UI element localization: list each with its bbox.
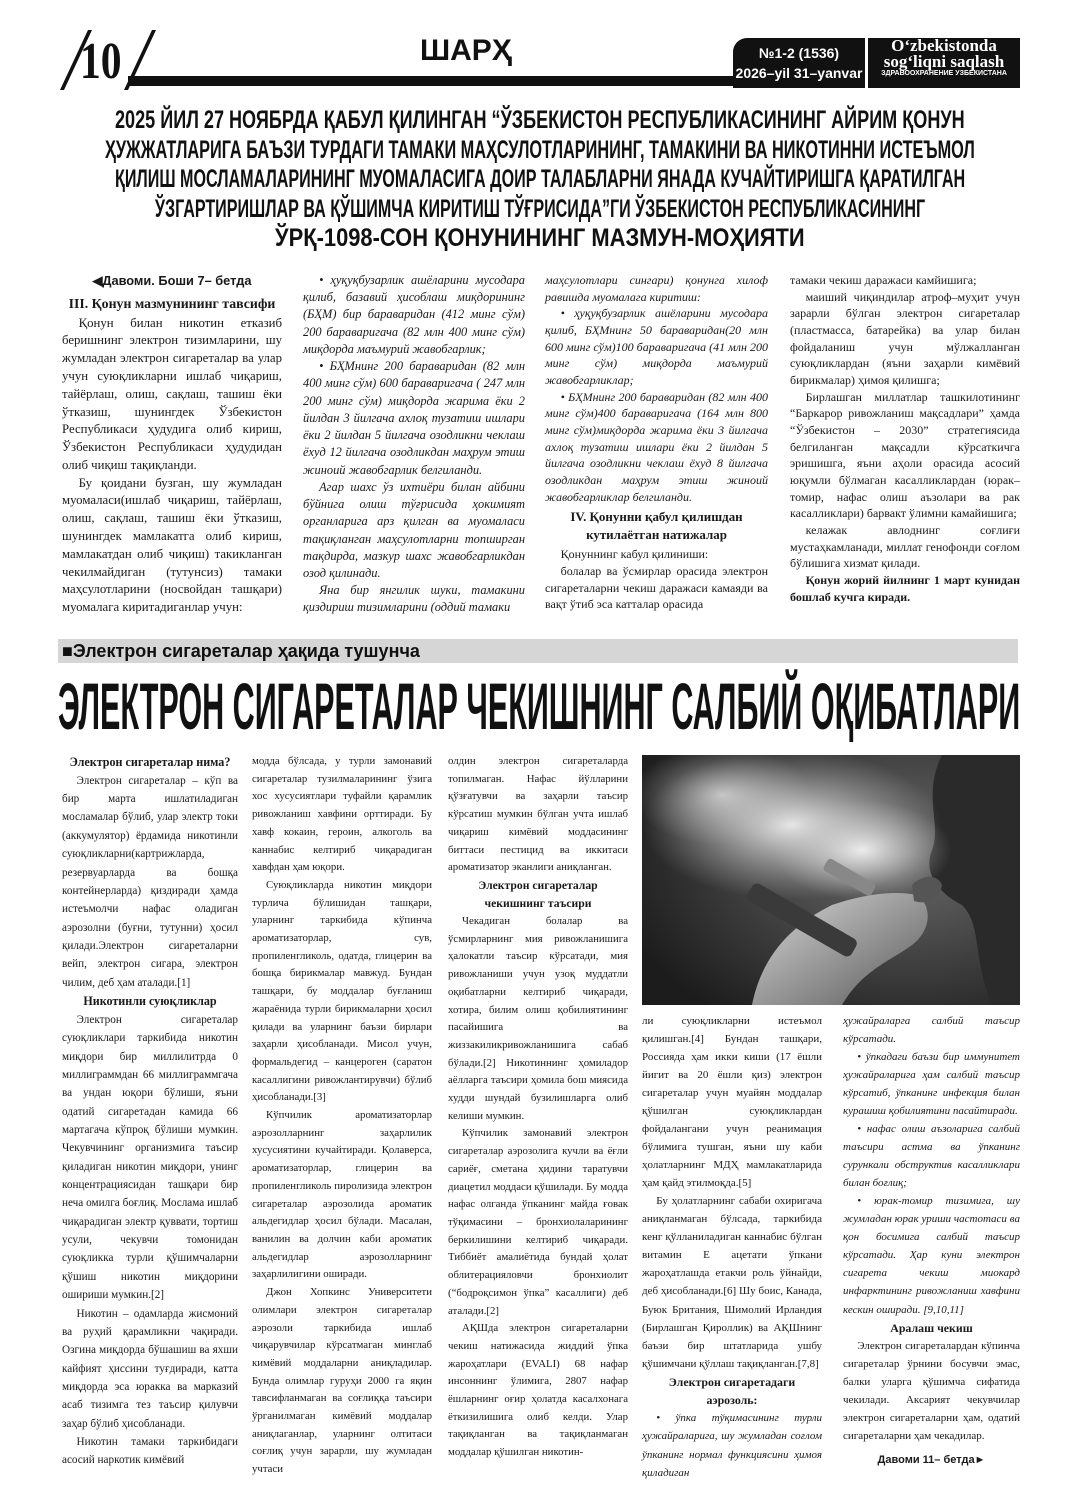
masthead-line2: sog‘liqni saqlash xyxy=(883,52,1005,71)
paragraph: • юрак-томир тизимига, шу жумладан юрак уриши частотаси ва қон босимига салбий таъсир кўрсатади. Ҳар куни электрон сигарета чекиш миокард инфарктининг ривожланиш хавфини кескин оширади. [9,10,11] xyxy=(843,1195,1020,1316)
title-line: ЎЗГАРТИРИШЛАР ВА ҚЎШИМЧА КИРИТИШ ТЎҒРИСИДА”ГИ ЎЗБЕКИСТОН РЕСПУБЛИКАСИНИНГ xyxy=(155,194,926,223)
article-column xyxy=(642,1012,822,1482)
article-column xyxy=(62,753,238,1470)
article-column xyxy=(843,1012,1020,1469)
paragraph: • ўпкадаги баъзи бир иммунитет ҳужайраларига ҳам салбий таъсир кўрсатиб, ўпканинг инфекция билан курашиш қобилиятини пасайтиради. xyxy=(843,1051,1020,1118)
paragraph: АҚШда электрон сигареталарни чекиш натижасида жиддий ўпка жароҳатлари (EVALI) 68 нафар инсоннинг ўлимига, 2807 нафар ёшларнинг оғир ҳолатда касалхонага ёткизилишига олиб келди. Улар тақиқланган ва тақиқланмаган моддалар қўшилган никотин- xyxy=(448,1322,628,1459)
subheading: Электрон сигареталар чекишнинг таъсири xyxy=(478,878,598,910)
title-line: ҚИЛИШ МОСЛАМАЛАРИНИНГ МУОМАЛАСИГА ДОИР ТАЛАБЛАРНИ ЯНАДА КУЧАЙТИРИШГА ҚАРАТИЛГАН xyxy=(115,165,966,193)
paragraph: Кўпчилик замонавий электрон сигареталар аэрозолига кучли ва ёғли сариёғ, сметана ҳидини таратувчи диацетил моддаси қўшилади. Бу модда нафас олганда ўпканинг майда ғовак тўқимасини – бронхиолаларининг беркилишини келтириб чиқаради. Тиббиёт амалиётида бундай ҳолат облитерацияловчи бронхиолит (“бодроқсимон ўпка” касаллиги) деб аталади.[2] xyxy=(448,1127,628,1317)
subheading: Электрон сигаретадаги аэрозоль: xyxy=(668,1374,796,1408)
article-title xyxy=(60,106,1020,254)
paragraph: • ҳуқуқбузарлик ашёларини мусодара қилиб, БҲМнинг 50 бараваридан(20 млн 600 минг сўм)100 бараваригача (41 млн 200 минг сўм) миқдорда маъмурий жавобгарликлар; xyxy=(545,306,768,388)
paragraph: • нафас олиш аъзоларига салбий таъсири астма ва ўпканинг сурункали обструктив касалликлари билан боғлиқ; xyxy=(843,1123,1020,1190)
continuation-note: ◀Давоми. Боши 7– бетда xyxy=(92,273,252,288)
paragraph: маиший чиқиндилар атроф–муҳит учун зарарли бўлган электрон сигареталар (пластмасса, батарейка) ва улар билан фойдаланиш учун мўлжалланган суюқликлардан (яъни заҳарли кимёвий бирикмалар) ҳимоя қилишга; xyxy=(790,289,1020,388)
subheading: Никотинли суюқликлар xyxy=(83,994,217,1009)
paragraph: Суюқликларда никотин миқдори турлича бўлишидан ташқари, уларнинг таркибида кўпинча ароматизаторлар, сув, пропиленгликоль, одатда, глицерин ва бошқа бирикмалар мавжуд. Бундан ташқари, бу моддалар буғланиш жараёнида турли бирикмаларни ҳосил қилади ва уларнинг баъзи бирлари заҳарли ҳисобланади. Мисол учун, формальдегид – канцероген (саратон касаллигини ривожлантирувчи) бўлиб ҳисобланади.[3] xyxy=(252,878,432,1104)
headline xyxy=(58,668,1020,744)
paragraph: маҳсулотлари сингари) қонунга хилоф равишда муомалага киритиш: xyxy=(545,273,768,304)
paragraph: ли суюқликларни истеъмол қилишган.[4] Бундан ташқари, Россияда ҳам икки киши (17 ёшли йигит ва 20 ёшли қиз) электрон сигареталар учун муайян моддалар қўшилган суюқликлардан фойдалангани учун реанимация бўлимига тушган, яъни шу каби ҳолатларнинг МДҲ мамлакатларида ҳам қайд этилмоқда.[5] xyxy=(642,1015,822,1190)
subheading: III. Қонун мазмунининг тавсифи xyxy=(68,295,276,311)
article-column xyxy=(62,272,282,617)
subheading: Электрон сигареталар нима? xyxy=(69,755,231,769)
headline-text: ЭЛЕКТРОН СИГАРЕТАЛАР ЧЕКИШНИНГ САЛБИЙ ОҚИБАТЛАРИ xyxy=(58,669,1021,743)
title-line: ЎРҚ-1098-СОН ҚОНУНИНИНГ МАЗМУН-МОҲИЯТИ xyxy=(275,224,805,252)
article-column xyxy=(545,272,768,613)
paragraph: • ўпка тўқимасининг турли ҳужайраларига, шу жумладан соғлом ўпканинг нормал функциясини ҳимоя қиладиган xyxy=(642,1412,822,1479)
header-rule xyxy=(128,76,740,86)
paragraph: Кўпчилик ароматизаторлар аэрозолларнинг заҳарлилик хусусиятини кучайтиради. Қолаверса, ароматизаторлар, глицерин ва пропиленгликоль пиролизида электрон сигареталар аэрозолида ароматик альдегидлар ҳосил бўлади. Масалан, ванилин ва долчин каби ароматик альдегидлар аэрозолларнинг заҳарлилигини оширади. xyxy=(252,1109,432,1281)
paragraph: • ҳуқуқбузарлик ашёларини мусодара қилиб, базавий ҳисоблаш миқдорининг (БҲМ) бир бараваридан (412 минг сўм) 200 бараваригача (82 млн 400 минг сўм) миқдорда маъмурий жавобгарлик; xyxy=(303,273,525,356)
paragraph: Бу қоидани бузган, шу жумладан муомаласи(ишлаб чиқариш, тайёрлаш, олиш, сақлаш, ташиш ёки ўтказиш, шунингдек мамлакатга олиб кириш, мамлакатдан олиб чиқиш) такикланган чекилмайдиган (тутунсиз) тамаки маҳсулотларини (носвойдан ташқари) муомалага киритадиганлар учун: xyxy=(62,475,282,615)
section-name: ШАРҲ xyxy=(420,34,512,67)
paragraph: Электрон сигареталар – кўп ва бир марта ишлатиладиган мосламалар бўлиб, улар электр токи (аккумулятор) ёрдамида никотинли суюқликларни(картрижларда, резервуарларда ва бошқа контейнерларда) қиздиради ҳамда истеъмолчи нафас оладиган аэрозолни (буғни, тутунни) ҳосил қилади.Электрон сигареталарни вейп, электрон сигара, электрон чилим, деб ҳам аталади.[1] xyxy=(62,774,238,989)
paragraph: Чекадиган болалар ва ўсмирларнинг мия ривожланишига ҳалокатли таъсир кўрсатади, мия ривожланиши учун узоқ муддатли оқибатларни келтириб чиқаради, хотира, билим олиш қобилиятининг пасайишига ва жиззакиликривожланишига сабаб бўлади.[2] Никотиннинг ҳомиладор аёлларга таъсири ҳомила бош миясида худди шундай бузилишларга олиб келиши мумкин. xyxy=(448,915,628,1122)
masthead-logo xyxy=(868,38,1020,88)
paragraph: олдин электрон сигареталарда топилмаган. Нафас йўлларини қўзғатувчи ва заҳарли таъсир кўрсатиш мумкин бўлган учта ишлаб чиқариш кимёвий моддасининг биттаси пестицид ва иккитаси ароматизатор эканлиги аниқланган. xyxy=(448,755,628,874)
article-column xyxy=(448,753,628,1462)
paragraph: Бу ҳолатларнинг сабаби охиригача аниқланмаган бўлсада, таркибида кенг қўлланиладиган каннабис бўлган витамин Е ацетати ўпкани жароҳатлашда етакчи роль ўйнайди, деб ҳисобланади.[6] Шу боис, Канада, Буюк Британия, Шимолий Ирландия (Бирлашган Қироллик) ва АҚШнинг баъзи бир штатларида ушбу қўшимчани қўллаш тақиқланган.[7,8] xyxy=(642,1195,822,1370)
paragraph: тамаки чекиш даражаси камйишига; xyxy=(790,273,977,287)
issue-info xyxy=(733,38,865,88)
paragraph: Джон Хопкинс Университети олимлари электрон сигареталар аэрозоли таркибида ишлаб чиқарувчилар кўрсатмаган минглаб кимёвий моддаларни аниқладилар. Бунда олимлар гуруҳи 2000 га яқин тавсифланмаган ва соғлиққа таъсири ўрганилмаган кимёвий моддалар аниқлаганлар, уларнинг олтитаси соғлиқ учун зарарли, шу жумладан учтаси xyxy=(252,1286,432,1476)
continuation-note: Давоми 11– бетда► xyxy=(877,1454,986,1467)
paragraph: • БҲМнинг 200 бараваридан (82 млн 400 минг сўм)400 бараваригача (164 млн 800 минг сўм)миқдорда жарима ёки 3 йилгача ахлоқ тузатиш ишлари ёки 2 йилдан 5 йилгача озодликни чеклаш ёхуд 8 йилгача озодликдан маҳрум этиш жиноий жавобгарликлар белгиланди. xyxy=(545,389,768,504)
paragraph: Электрон сигареталар суюқликлари таркибида никотин миқдори бир миллилитрда 0 миллиграммдан 66 миллиграммгача ва ундан юқори бўлиши, яъни одатий сигаретадан камида 66 мартагача кўпроқ бўлиши мумкин. Чекувчининг организмига таъсир қиладиган никотин миқдори, унинг концентрациясидан ташқари бир неча омилга боғлиқ. Мослама ишлаб чиқарадиган электр қуввати, тортиш усули, чекувчи томонидан суюқликка турли қўшимчаларни қўшиш никотин миқдорини ошириши мумкин.[2] xyxy=(62,1013,238,1302)
paragraph: Бирлашган миллатлар ташкилотининг “Баркарор ривожланиш мақсадлари” ҳамда “Ўзбекистон – 2030” стратегиясида белгиланган мақсадли кўрсаткичга эришишга, яъни аҳоли орасида асосий юқумли бўлмаган касалликлардан (юрак–томир, нафас олиш аъзолари ва рак касалликлари) барвакт ўлимни камайишига; xyxy=(790,389,1020,521)
paragraph: келажак авлоднинг соғлиғи мустаҳкамланади, миллат генофонди соғлом бўлишига хизмат қилади. xyxy=(790,523,1020,571)
paragraph: болалар ва ўсмирлар орасида электрон сигареталарни чекиш даражаси камаяди ва вақт ўтиб эса катталар орасида xyxy=(545,563,768,612)
paragraph: ҳужайраларга салбий таъсир кўрсатади. xyxy=(843,1015,1020,1046)
title-line: 2025 ЙИЛ 27 НОЯБРДА ҚАБУЛ ҚИЛИНГАН “ЎЗБЕКИСТОН РЕСПУБЛИКАСИНИНГ АЙРИМ ҚОНУН xyxy=(115,106,965,134)
paragraph: Яна бир янгилик шуки, тамакини қиздириш тизимларини (оддий тамаки xyxy=(303,583,525,615)
paragraph: Қонун билан никотин етказиб беришнинг электрон тизимларини, шу жумладан электрон сигареталар ва улар учун суюқликларни ишлаб чиқариш, тайёрлаш, олиш, сақлаш, ташиш ёки ўтказиш, шунингдек Ўзбекистон Республикаси ҳудудига олиб кириш, Ўзбекистон Республикаси ҳудудидан олиб чиқиш тақиқланди. xyxy=(62,315,282,472)
page-number-text: 10 xyxy=(80,33,122,90)
issue-number: №1-2 (1536) xyxy=(758,45,840,61)
paragraph: модда бўлсада, у турли замонавий сигареталар тузилмаларининг ўзига хос хусусиятлари туфайли қарамлик ривожланиш хавфини орттиради. Бу хавф кокаин, героин, алкоголь ва каннабис келтириб чиқарадиган хавфдан ҳам юқори. xyxy=(252,755,432,874)
issue-date: 2026–yil 31–yanvar xyxy=(735,65,863,81)
rubric: ■Электрон сигареталар ҳақида тушунча xyxy=(62,641,420,661)
article-column xyxy=(790,272,1020,605)
paragraph: • БҲМнинг 200 бараваридан (82 млн 400 минг сўм) 600 бараваригача ( 247 млн 200 минг сўм) миқдорда жарима ёки 2 йилдан 3 йилгача ахлоқ тузатиш ишлари ёки 2 йилдан 5 йилгача озодликни чеклаш ёхуд 12 йилгача озодликдан маҳрум этиш жиноий жавобгарлик белгиланди. xyxy=(303,359,525,477)
vaping-photo xyxy=(642,755,1020,1005)
article-column xyxy=(252,753,432,1479)
paragraph: Никотин – одамларда жисмоний ва руҳий қарамликни чақиради. Озгина миқдорда бўшашиш ва яхши кайфият ҳиссини туғдиради, катта миқдорда эса юракка ва марказий асаб тизимга тез таъсир қилувчи заҳар бўлиб ҳисобланади. xyxy=(62,1307,238,1430)
masthead-line1: O‘zbekistonda xyxy=(891,36,997,55)
masthead-line3: ЗДРАВООХРАНЕНИЕ УЗБЕКИСТАНА xyxy=(881,70,1007,77)
subheading: IV. Қонунни қабул қилишдан кутилаётган натижалар xyxy=(570,509,743,543)
subheading: Аралаш чекиш xyxy=(890,1320,973,1335)
paragraph: Қонун жорий йилнинг 1 март кунидан бошлаб кучга киради. xyxy=(790,573,1020,604)
paragraph: Қонуннинг кабул қилиниши: xyxy=(560,547,709,562)
paragraph: Агар шахс ўз ихтиёри билан айбини бўйнига олиш тўғрисида ҳокимият органларига арз қилган ва муомаласи тақиқланган маҳсулотларни топширган тақдирда, мазкур шахс жавобгарликдан озод қилинади. xyxy=(303,479,525,580)
article-column xyxy=(303,272,525,617)
paragraph: Никотин тамаки таркибидаги асосий наркотик кимёвий xyxy=(62,1436,238,1467)
title-line: ҲУЖЖАТЛАРИГА БАЪЗИ ТУРДАГИ ТАМАКИ МАҲСУЛОТЛАРИНИНГ, ТАМАКИНИ ВА НИКОТИННИ ИСТЕЪМОЛ xyxy=(105,135,975,164)
paragraph: Электрон сигареталардан кўпинча сигареталар ўрнини босувчи эмас, балки уларга қўшимча сифатида чекилади. Аксарият чекувчилар электрон сигареталарни ҳам, одатий сигареталарни ҳам чекадилар. xyxy=(843,1339,1020,1443)
rubric-bar xyxy=(58,639,1018,663)
